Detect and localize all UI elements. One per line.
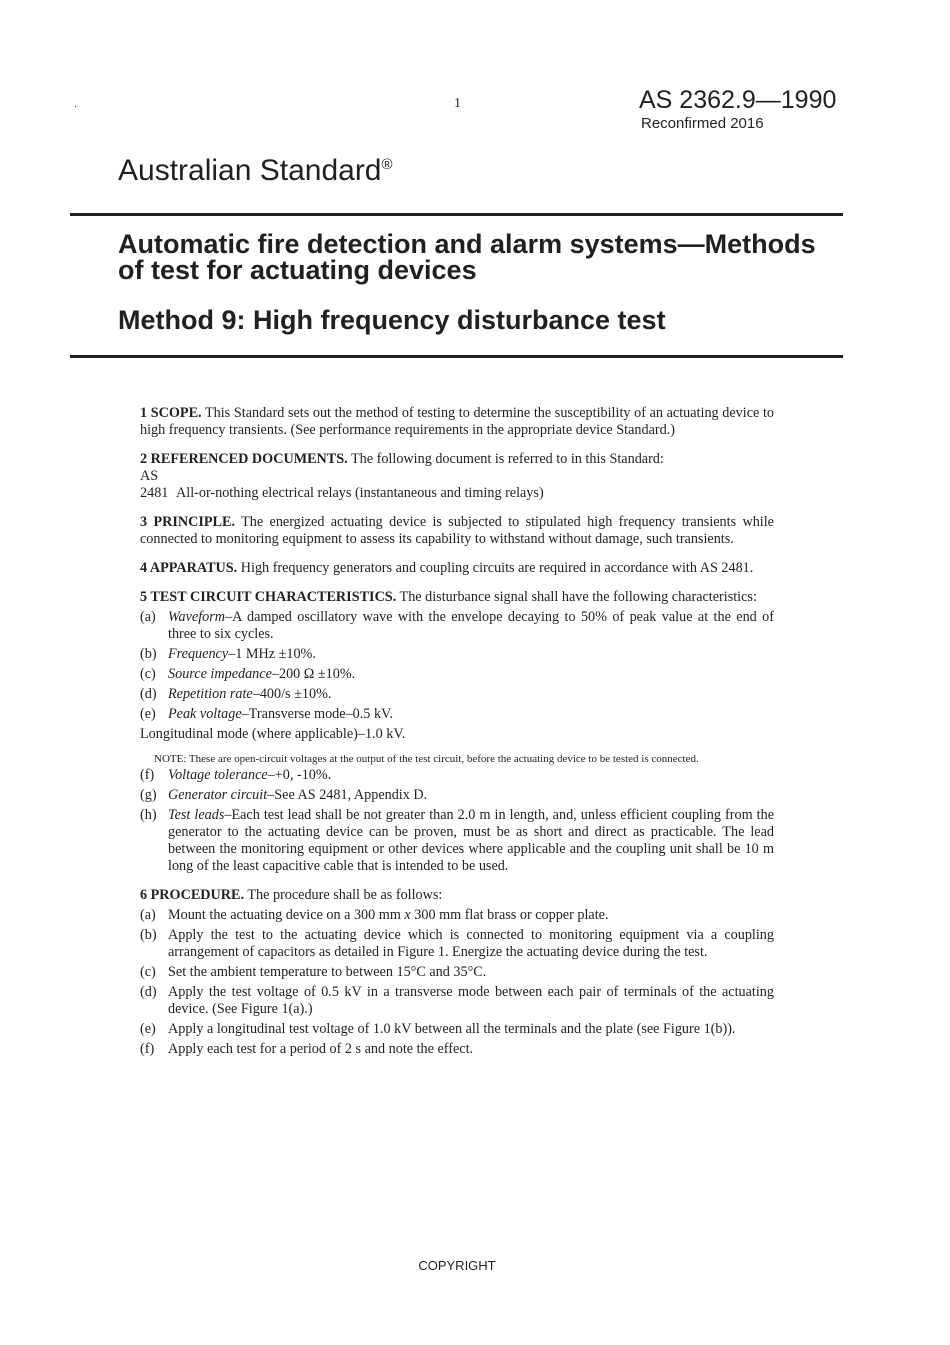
characteristics-text: The disturbance signal shall have the following characteristics: <box>396 589 757 605</box>
list-item <box>140 686 774 703</box>
section-referenced <box>140 451 774 502</box>
step-text: Mount the actuating device on a 300 mm <box>168 907 405 923</box>
apparatus-heading: 4 APPARATUS. <box>140 560 238 576</box>
referenced-title: All-or-nothing electrical relays (instantaneous and timing relays) <box>176 485 544 501</box>
longitudinal-mode: Longitudinal mode (where applicable)–1.0 kV. <box>140 726 406 742</box>
reconfirmed-label: Reconfirmed 2016 <box>641 115 764 132</box>
item-label: (c) <box>140 666 156 682</box>
section-scope <box>140 405 774 439</box>
step-text-after: 300 mm flat brass or copper plate. <box>410 907 609 923</box>
item-term: Peak voltage <box>168 706 242 722</box>
step-label: (c) <box>140 964 156 980</box>
document-body <box>140 405 774 1061</box>
standard-number: AS 2362.9—1990 <box>639 86 837 114</box>
list-item <box>140 706 774 723</box>
step-label: (a) <box>140 907 156 923</box>
step-label: (e) <box>140 1021 156 1037</box>
referenced-code: 2481 <box>140 485 169 501</box>
procedure-step <box>140 927 774 961</box>
item-text: –A damped oscillatory wave with the envelope decaying to 50% of peak value at the end of three to six cycles. <box>168 609 774 642</box>
procedure-intro <box>140 887 774 904</box>
referenced-intro <box>140 451 774 468</box>
section-principle <box>140 514 774 548</box>
step-text: Apply a longitudinal test voltage of 1.0 kV between all the terminals and the plate (see Figure 1(b)). <box>168 1021 736 1037</box>
step-label: (b) <box>140 927 157 943</box>
item-label: (g) <box>140 787 157 803</box>
item-text: –1 MHz ±10%. <box>228 646 316 662</box>
brand-title <box>118 154 393 188</box>
top-divider <box>70 213 843 216</box>
principle-heading: 3 PRINCIPLE. <box>140 514 236 530</box>
section-apparatus <box>140 560 774 577</box>
principle-text: The energized actuating device is subjected to stipulated high frequency transients while connected to monitoring equipment to assess its capability to withstand without damage, such transients. <box>140 514 774 547</box>
referenced-text: The following document is referred to in this Standard: <box>347 451 664 467</box>
registered-mark: ® <box>381 156 393 173</box>
header-dot: . <box>74 96 77 110</box>
list-item <box>140 646 774 663</box>
scope-text: This Standard sets out the method of testing to determine the susceptibility of an actuating device to high frequency transients. (See performance requirements in the appropriate device Standard.) <box>140 405 774 438</box>
procedure-heading: 6 PROCEDURE. <box>140 887 245 903</box>
section-procedure <box>140 887 774 1058</box>
referenced-heading: 2 REFERENCED DOCUMENTS. <box>140 451 348 467</box>
bottom-divider <box>70 355 843 358</box>
item-text: –200 Ω ±10%. <box>271 666 356 682</box>
item-text: –See AS 2481, Appendix D. <box>267 787 428 803</box>
item-label: (f) <box>140 767 155 783</box>
list-item <box>140 787 774 804</box>
item-text: –+0, -10%. <box>267 767 332 783</box>
item-term: Waveform <box>168 609 226 625</box>
list-item <box>140 807 774 875</box>
section-characteristics <box>140 589 774 875</box>
item-text: –Transverse mode–0.5 kV. <box>241 706 394 722</box>
item-term: Generator circuit <box>168 787 268 803</box>
characteristics-intro <box>140 589 774 606</box>
procedure-step <box>140 1021 774 1038</box>
item-term: Voltage tolerance <box>168 767 268 783</box>
item-label: (b) <box>140 646 157 662</box>
item-label: (d) <box>140 686 157 702</box>
step-italic: x <box>404 907 411 923</box>
procedure-step <box>140 964 774 981</box>
procedure-step <box>140 984 774 1018</box>
procedure-text: The procedure shall be as follows: <box>244 887 443 903</box>
copyright-footer: COPYRIGHT <box>418 1258 496 1273</box>
document-title: Automatic fire detection and alarm systems—Methods of test for actuating devices <box>118 229 816 285</box>
scope-heading: 1 SCOPE. <box>140 405 202 421</box>
step-text: Apply the test voltage of 0.5 kV in a transverse mode between each pair of terminals of the actuating device. (See Figure 1(a).) <box>168 984 774 1017</box>
procedure-step <box>140 1041 774 1058</box>
step-label: (f) <box>140 1041 155 1057</box>
page-number: 1 <box>454 96 461 111</box>
referenced-prefix: AS <box>140 468 159 484</box>
list-item <box>140 666 774 683</box>
step-text: Apply each test for a period of 2 s and note the effect. <box>168 1041 474 1057</box>
referenced-entry <box>140 485 774 502</box>
item-text: –400/s ±10%. <box>252 686 332 702</box>
item-term: Source impedance <box>168 666 272 682</box>
apparatus-text: High frequency generators and coupling circuits are required in accordance with AS 2481. <box>237 560 754 576</box>
item-term: Test leads <box>168 807 225 823</box>
procedure-step <box>140 907 774 924</box>
note: NOTE: These are open-circuit voltages at the output of the test circuit, before the actuating device to be tested is connected. <box>154 753 699 765</box>
step-text: Apply the test to the actuating device which is connected to monitoring equipment via a coupling arrangement of capacitors as detailed in Figure 1. Energize the actuating device during the test. <box>168 927 774 960</box>
step-text: Set the ambient temperature to between 15°C and 35°C. <box>168 964 487 980</box>
item-label: (h) <box>140 807 157 823</box>
step-label: (d) <box>140 984 157 1000</box>
item-label: (e) <box>140 706 156 722</box>
characteristics-heading: 5 TEST CIRCUIT CHARACTERISTICS. <box>140 589 397 605</box>
list-item <box>140 609 774 643</box>
method-title: Method 9: High frequency disturbance test <box>118 305 666 335</box>
item-label: (a) <box>140 609 156 625</box>
item-text: –Each test lead shall be not greater than 2.0 m in length, and, unless efficient coupling from the generator to the actuating device can be proven, must be as short and direct as practicable. The lead between the monitoring equipment or other devices where applicable and the coupling unit shall be 10 m long of the least capacitive cable that is intended to be used. <box>168 807 775 874</box>
list-item <box>140 767 774 784</box>
item-term: Repetition rate <box>168 686 253 702</box>
item-term: Frequency <box>168 646 229 662</box>
brand-text: Australian Standard <box>118 154 382 187</box>
